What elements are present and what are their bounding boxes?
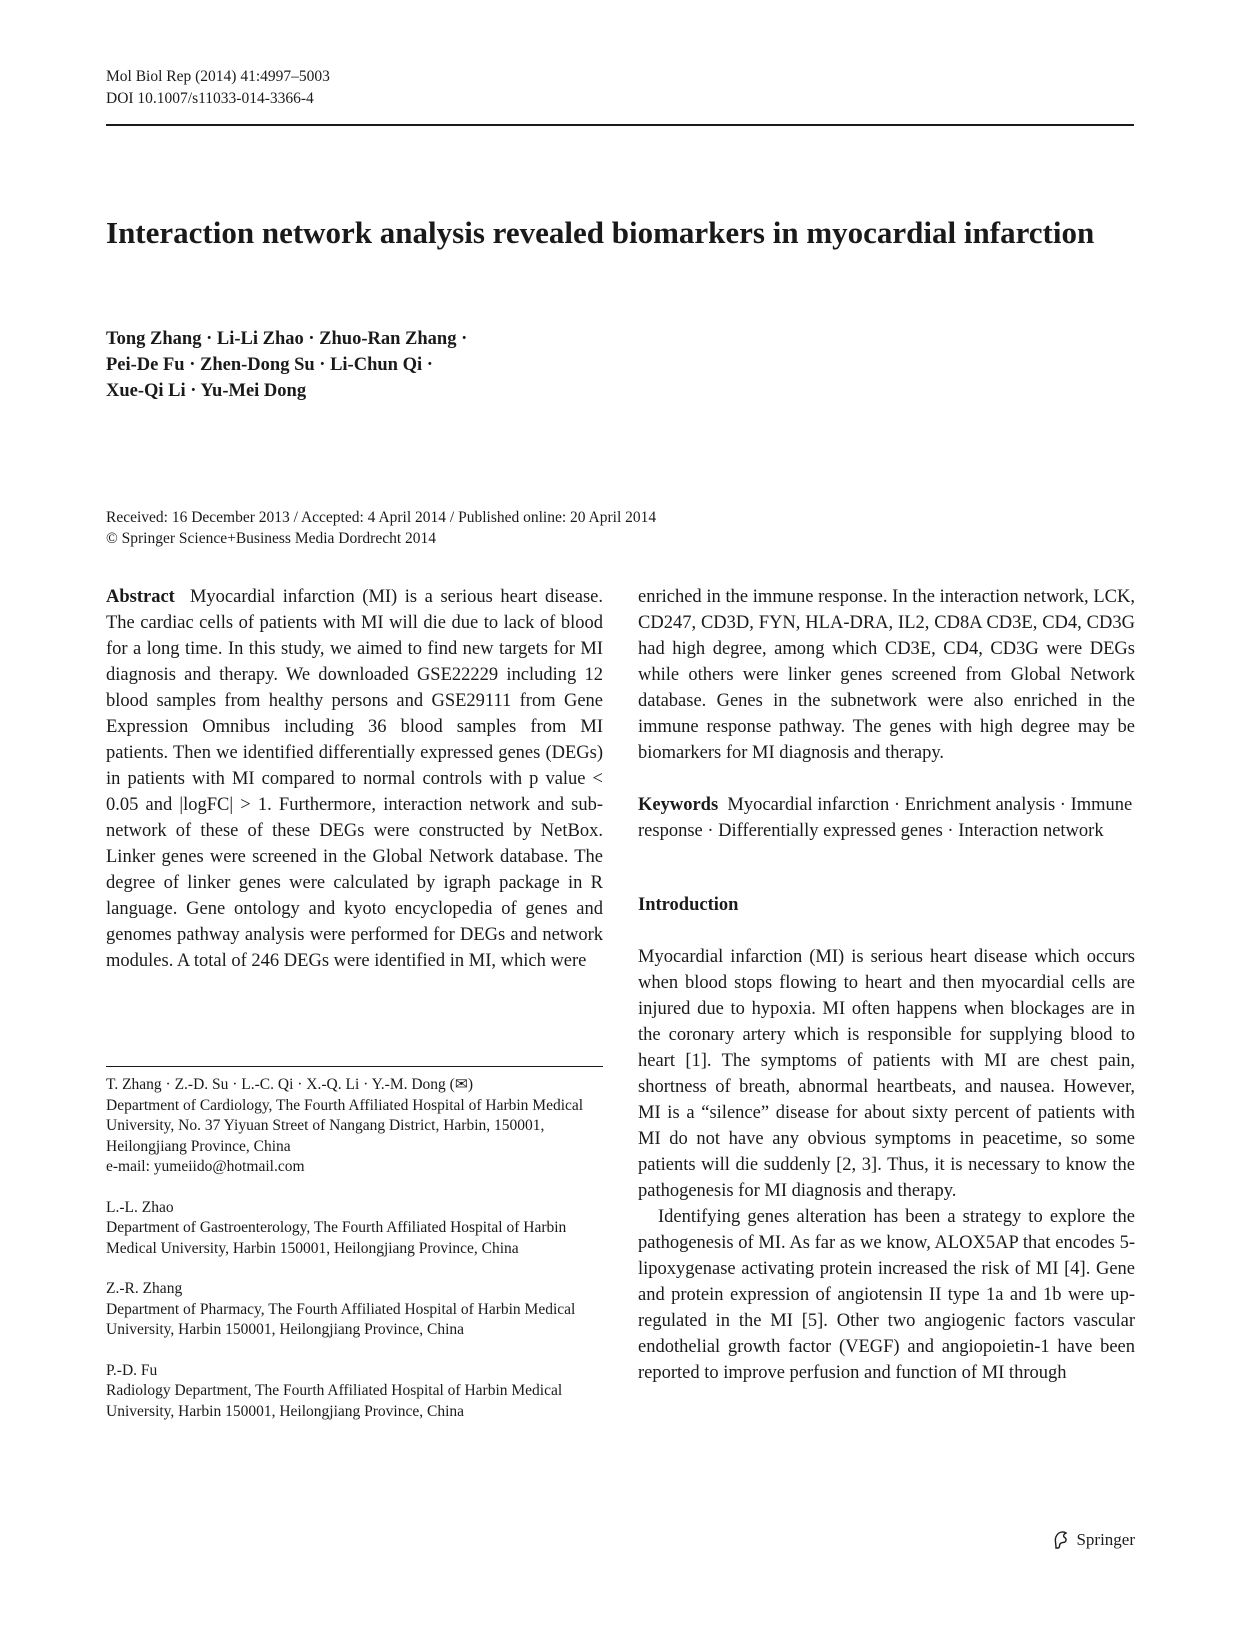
intro-paragraph: Myocardial infarction (MI) is serious heart disease which occurs when blood stops flowing to heart and then myocardial cells are injured due to hypoxia. MI often happens when blockages are in the coronary artery which is responsible for supplying blood to heart [1]. The symptoms of patients with MI are chest pain, shortness of breath, abnormal heartbeats, and nausea. However, MI is a “silence” disease for about sixty percent of patients with MI do not have any obvious symptoms in peacetime, so some patients will die suddenly [2, 3]. Thus, it is necessary to know the pathogenesis for MI diagnosis and therapy. [638,947,1135,1201]
springer-horse-icon [1052,1530,1070,1550]
keywords-paragraph [638,792,1135,844]
right-column [638,584,1135,1386]
publisher-logo [1052,1530,1135,1550]
affiliation-names: P.-D. Fu [106,1361,158,1379]
affiliation-names: L.-L. Zhao [106,1198,174,1216]
affiliation-block [106,1198,603,1260]
abstract-continued: enriched in the immune response. In the interaction network, LCK, CD247, CD3D, FYN, HLA-DRA, IL2, CD8A CD3E, CD4, CD3G had high degree, among which CD3E, CD4, CD3G were DEGs while others were linker genes screened from Global Network database. Genes in the subnetwork were also enriched in the immune response pathway. The genes with high degree may be biomarkers for MI diagnosis and therapy. [638,587,1135,763]
keywords-text: Myocardial infarction · Enrichment analysis · Immune response · Differentially expressed genes · Interaction network [638,795,1133,841]
publication-dates [106,507,656,549]
affiliation-names: Z.-R. Zhang [106,1280,183,1297]
abstract-paragraph [106,584,603,974]
abstract-left [106,584,603,974]
affiliation-block [106,1075,603,1178]
author-line: Xue-Qi Li · Yu-Mei Dong [106,381,307,401]
section-heading-introduction: Introduction [638,895,739,915]
affiliation-address: Department of Cardiology, The Fourth Affiliated Hospital of Harbin Medical University, No. 37 Yiyuan Street of Nangang District, Harbin, 150001, Heilongjiang Province, China [106,1096,584,1155]
intro-paragraph: Identifying genes alteration has been a strategy to explore the pathogenesis of MI. As far as we know, ALOX5AP that encodes 5-lipoxygenase activating protein increased the risk of MI [4]. Gene and protein expression of angiotensin II type 1a and 1b were up-regulated in the MI [5]. Other two angiogenic factors vascular endothelial growth factor (VEGF) and angiopoietin-1 have been reported to improve perfusion and function of MI through [638,1207,1135,1383]
journal-citation: Mol Biol Rep (2014) 41:4997–5003 [106,68,330,85]
affiliation-names: T. Zhang · Z.-D. Su · L.-C. Qi · X.-Q. Li · Y.-M. Dong (✉) [106,1076,473,1093]
publisher-name: Springer [1076,1530,1135,1549]
affiliation-address: Radiology Department, The Fourth Affiliated Hospital of Harbin Medical University, Harbin 150001, Heilongjiang Province, China [106,1382,563,1420]
author-line: Tong Zhang · Li-Li Zhao · Zhuo-Ran Zhang · [106,329,468,349]
keywords-label: Keywords [638,795,719,815]
abstract-text: Myocardial infarction (MI) is a serious heart disease. The cardiac cells of patients with MI will die due to lack of blood for a long time. In this study, we aimed to find new targets for MI diagnosis and therapy. We downloaded GSE22229 including 12 blood samples from healthy persons and GSE29111 from Gene Expression Omnibus including 36 blood samples from MI patients. Then we identified differentially expressed genes (DEGs) in patients with MI compared to normal controls with p value < 0.05 and |logFC| > 1. Furthermore, interaction network and sub-network of these of these DEGs were constructed by NetBox. Linker genes were screened in the Global Network database. The degree of linker genes were calculated by igraph package in R language. Gene ontology and kyoto encyclopedia of genes and genomes pathway analysis were performed for DEGs and network modules. A total of 246 DEGs were identified in MI, which were [106,587,603,971]
affiliation-block [106,1279,603,1341]
author-line: Pei-De Fu · Zhen-Dong Su · Li-Chun Qi · [106,355,433,375]
affiliations [106,1075,603,1442]
footnote-divider [106,1066,603,1067]
author-list [106,326,467,404]
affiliation-address: Department of Pharmacy, The Fourth Affiliated Hospital of Harbin Medical University, Harbin 150001, Heilongjiang Province, China [106,1300,576,1338]
doi: DOI 10.1007/s11033-014-3366-4 [106,90,314,107]
affiliation-address: Department of Gastroenterology, The Fourth Affiliated Hospital of Harbin Medical University, Harbin 150001, Heilongjiang Province, China [106,1219,567,1257]
abstract-label: Abstract [106,587,175,607]
copyright: © Springer Science+Business Media Dordrecht 2014 [106,530,437,547]
header-divider [106,124,1134,126]
history-dates: Received: 16 December 2013 / Accepted: 4 April 2014 / Published online: 20 April 2014 [106,509,657,526]
running-header [106,66,330,110]
article-title: Interaction network analysis revealed biomarkers in myocardial infarction [106,215,1095,250]
affiliation-email[interactable]: e-mail: yumeiido@hotmail.com [106,1158,305,1175]
affiliation-block [106,1361,603,1423]
